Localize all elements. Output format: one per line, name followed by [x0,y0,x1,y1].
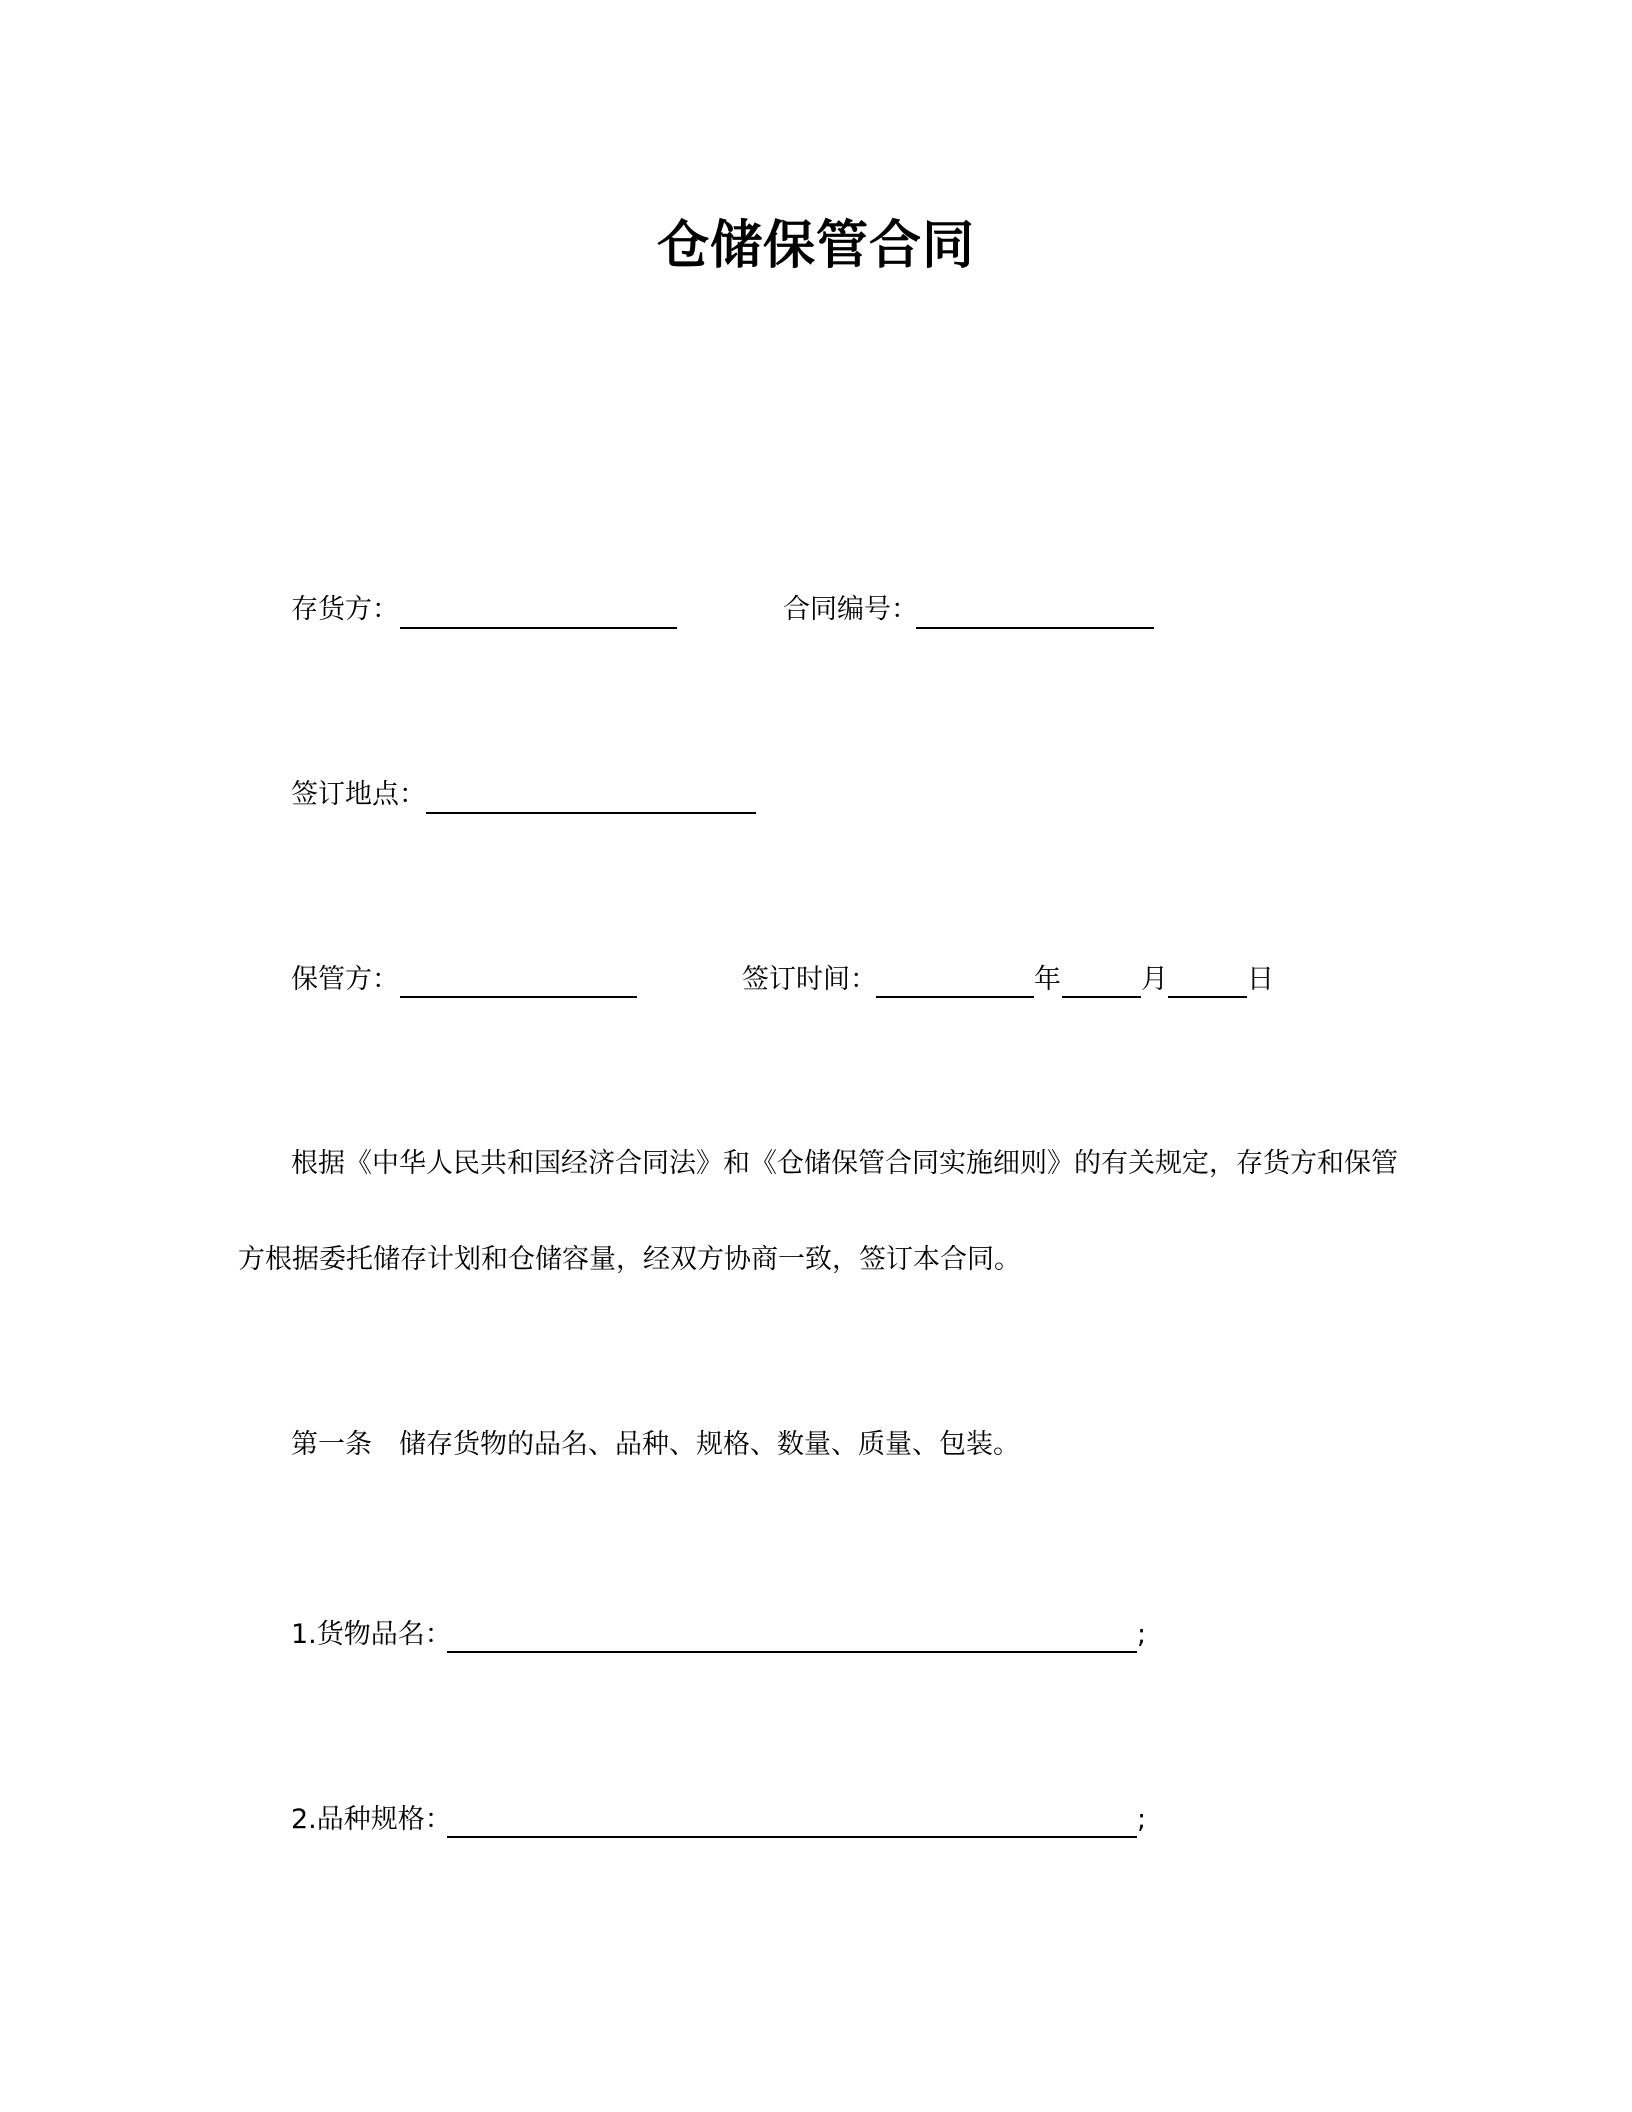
contract-number-label: 合同编号： [783,594,918,625]
depositor-blank-line [400,627,677,629]
custodian-blank-line [400,996,637,998]
signing-day-blank-line [1168,996,1247,998]
signing-place-label: 签订地点： [291,779,426,810]
document-title: 仓储保管合同 [656,216,975,276]
article-1-heading: 第一条 储存货物的品名、品种、规格、数量、质量、包装。 [291,1429,1020,1460]
signing-month-blank-line [1062,996,1141,998]
depositor-label: 存货方： [291,594,399,625]
goods-name-end: ; [1137,1619,1147,1650]
signing-year-blank-line [876,996,1034,998]
variety-spec-blank-line [447,1836,1137,1838]
variety-spec-end: ; [1137,1804,1147,1835]
contract-number-blank-line [916,627,1154,629]
custodian-label: 保管方： [291,964,399,995]
month-label: 月 [1141,964,1168,995]
year-label: 年 [1034,964,1061,995]
signing-place-blank-line [426,812,756,814]
signing-time-label: 签订时间： [742,964,877,995]
day-label: 日 [1247,964,1274,995]
goods-name-blank-line [447,1651,1137,1653]
preamble-line-1: 根据《中华人民共和国经济合同法》和《仓储保管合同实施细则》的有关规定，存货方和保管 [291,1148,1398,1179]
goods-name-label: 1.货物品名： [291,1619,452,1650]
variety-spec-label: 2.品种规格： [291,1804,452,1835]
preamble-line-2: 方根据委托储存计划和仓储容量，经双方协商一致，签订本合同。 [238,1244,1021,1275]
